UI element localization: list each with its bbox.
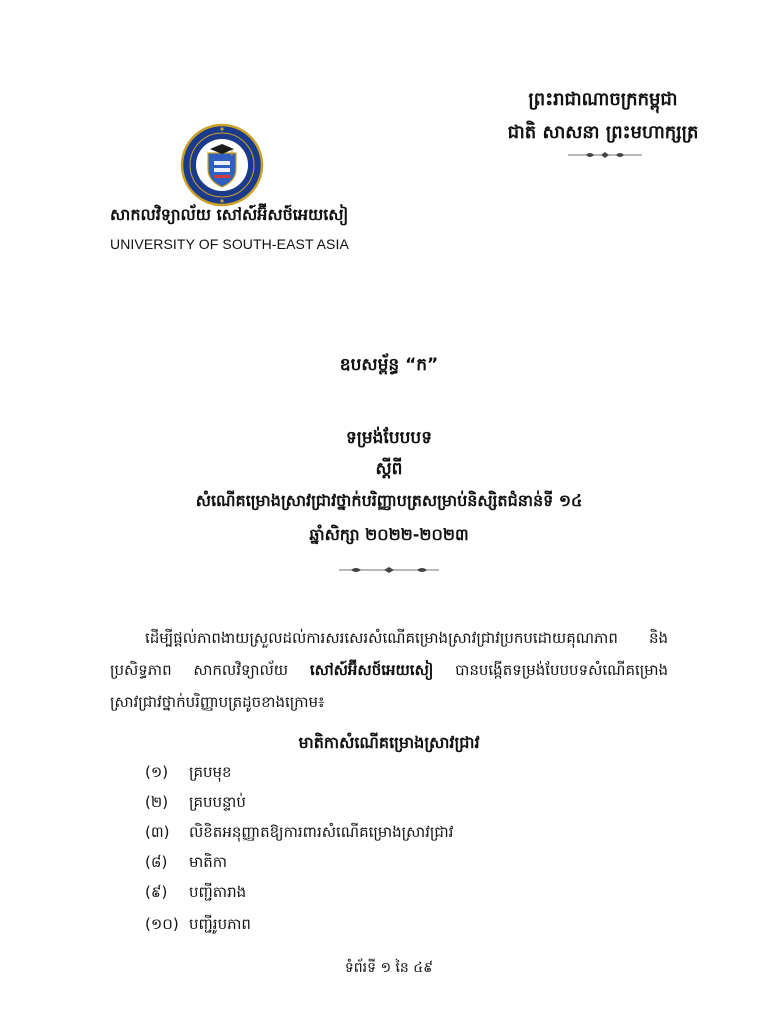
list-number: (៣) (145, 823, 170, 841)
page-number: ទំព័រទី ១ នៃ ៤៩ (344, 960, 434, 976)
list-item (145, 878, 665, 906)
ornament-divider-middle (337, 565, 441, 575)
list-label: មាតិកា (189, 853, 228, 871)
intro-text: ប្រសិទ្ធភាព សាកលវិទ្យាល័យ (110, 661, 310, 679)
contents-heading: មាតិកាសំណើគម្រោងស្រាវជ្រាវ (298, 733, 480, 752)
university-logo (180, 123, 264, 207)
list-number: (១) (145, 763, 169, 781)
intro-text: បានបង្កើតទម្រង់បែបបទសំណើគម្រោង (433, 661, 669, 679)
intro-paragraph-line-1: ដើម្បីផ្តល់ភាពងាយស្រួលដល់ការសរសេរសំណើគម្រោងស្រាវជ្រាវប្រកបដោយគុណភាព និង (145, 629, 668, 647)
list-number: (៨) (145, 853, 168, 871)
list-item (145, 788, 665, 816)
kingdom-heading: ព្រះរាជាណាចក្រកម្ពុជា (528, 89, 678, 110)
title-line-2: ស្តីពី (375, 459, 403, 479)
ornament-divider-top (566, 150, 644, 160)
university-name-khmer: សាកលវិទ្យាល័យ សៅស៍អ៊ីសថ៍អេយសៀ (110, 205, 349, 224)
annex-label: ឧបសម្ព័ន្ធ “ក” (339, 355, 439, 375)
list-item (145, 910, 665, 938)
university-name-english: UNIVERSITY OF SOUTH-EAST ASIA (110, 236, 349, 252)
list-label: បញ្ជីរូបភាព (189, 915, 251, 933)
list-number: (១០) (145, 915, 179, 933)
title-line-3: សំណើគម្រោងស្រាវជ្រាវថ្នាក់បរិញ្ញាបត្រសម្រាប់និស្សិតជំនាន់ទី ១៤ (195, 491, 583, 510)
intro-paragraph-line-3: ស្រាវជ្រាវថ្នាក់បរិញ្ញាបត្រដូចខាងក្រោម៖ (110, 693, 325, 711)
intro-paragraph-line-2 (110, 656, 668, 684)
list-item (145, 848, 665, 876)
list-label: គ្របមុខ (189, 763, 232, 781)
academic-year: ឆ្នាំសិក្សា ២០២២-២០២៣ (309, 525, 469, 544)
list-number: (៩) (145, 883, 168, 901)
list-number: (២) (145, 793, 169, 811)
list-label: បញ្ជីតារាង (189, 883, 247, 901)
list-item (145, 818, 665, 846)
title-line-1: ទម្រង់បែបបទ (346, 428, 432, 448)
list-item (145, 758, 665, 786)
university-name-emphasis: សៅស៍អ៊ីសថ៍អេយសៀ (309, 661, 434, 679)
list-label: លិខិតអនុញ្ញាតឱ្យការពារសំណើគម្រោងស្រាវជ្រាវ (189, 823, 454, 841)
national-motto: ជាតិ សាសនា ព្រះមហាក្សត្រ (507, 122, 699, 143)
list-label: គ្របបន្ទាប់ (189, 793, 246, 811)
